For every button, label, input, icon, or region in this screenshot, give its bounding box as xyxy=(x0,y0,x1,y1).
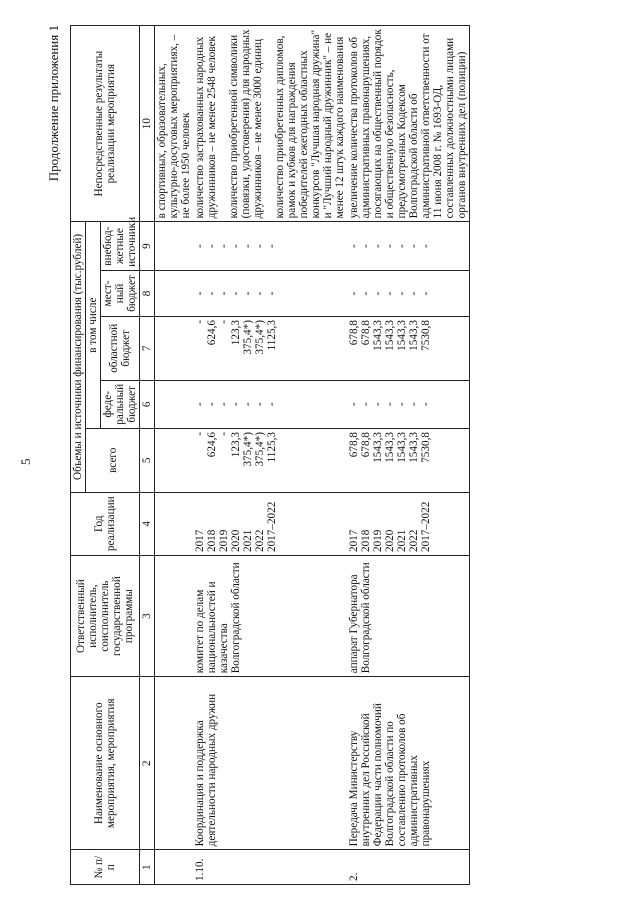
page-number: 5 xyxy=(18,458,33,465)
column-number-row xyxy=(140,26,155,885)
col-number: 3 xyxy=(140,556,155,677)
row-years: 2017 2018 2019 2020 2021 2022 2017–2022 xyxy=(193,492,347,555)
header-regional: областной бюджет xyxy=(101,317,140,380)
col-number: 7 xyxy=(140,317,155,380)
appendix-label: Продолжение приложения 1 xyxy=(46,25,61,182)
header-federal: феде-ральный бюджет xyxy=(101,380,140,428)
row-executor: аппарат Губернатора Волгоградской области xyxy=(347,556,470,677)
carryover-row xyxy=(155,26,194,885)
result-item: количество приобретенных дипломов, рамок и кубков для награждения победителей ежегодных областных конкурсов "Лучшая народная дружина" и "Лучший народный дружинник" – не менее 12 штук каждого наименования xyxy=(274,29,346,219)
program-table xyxy=(70,25,470,885)
row-results xyxy=(193,26,347,222)
row-executor: комитет по делам национальностей и казачества Волгоградской области xyxy=(193,556,347,677)
col-number: 10 xyxy=(140,26,155,222)
row-num: 1.10. xyxy=(193,850,347,885)
header-including: в том числе xyxy=(86,222,101,429)
row-total: - 624,6 - 123,3 375,4*) 375,4*) 1125,3 xyxy=(193,429,347,492)
header-results: Непосредственные результаты реализации мероприятия xyxy=(71,26,140,222)
col-number: 6 xyxy=(140,380,155,428)
result-item: увеличение количества протоколов об административных правонарушениях, посягающих на общественный порядок и общественную безопасность, предусмотренных Кодексом Волгоградской области об административной ответственности от 11 июня 2008 г. № 1693-ОД, составленных должностными лицами органов внутренних дел (полиции) xyxy=(348,29,468,219)
col-number: 1 xyxy=(140,850,155,885)
row-regional: 678,8 678,8 1543,3 1543,3 1543,3 1543,3 7530,8 xyxy=(347,317,470,380)
carryover-result: в спортивных, образовательных, культурно-досуговых мероприятиях, – не более 1950 человек xyxy=(155,26,194,222)
header-local: мест-ный бюджет xyxy=(101,270,140,316)
row-local: - - - - - - - xyxy=(347,270,470,316)
header-year: Год реализации xyxy=(71,492,140,555)
row-results xyxy=(347,26,470,222)
table-row xyxy=(193,26,347,885)
header-extra: внебюд-жетные источники xyxy=(101,222,140,271)
row-years: 2017 2018 2019 2020 2021 2022 2017–2022 xyxy=(347,492,470,555)
header-num: № п/п xyxy=(71,850,140,885)
col-number: 8 xyxy=(140,270,155,316)
result-item: количество застрахованных народных дружинников – не менее 2548 человек xyxy=(194,36,218,219)
row-federal: - - - - - - - xyxy=(193,380,347,428)
col-number: 5 xyxy=(140,429,155,492)
row-name: Передача Министерству внутренних дел Российской Федерации части полномочий Волгоградской области по составлению протоколов об административных правонарушениях xyxy=(347,677,470,850)
row-name: Координация и поддержка деятельности народных дружин xyxy=(193,677,347,850)
header-executor: Ответственный исполнитель, соисполнитель государственной программы xyxy=(71,556,140,677)
col-number: 2 xyxy=(140,677,155,850)
row-extra: - - - - - - - xyxy=(347,222,470,271)
header-volumes: Объемы и источники финансирования (тыс.рублей) xyxy=(71,222,86,492)
row-local: - - - - - - - xyxy=(193,270,347,316)
table-row xyxy=(347,26,470,885)
row-num: 2. xyxy=(347,850,470,885)
row-total: 678,8 678,8 1543,3 1543,3 1543,3 1543,3 7530,8 xyxy=(347,429,470,492)
row-regional: - 624,6 - 123,3 375,4*) 375,4*) 1125,3 xyxy=(193,317,347,380)
row-extra: - - - - - - - xyxy=(193,222,347,271)
header-name: Наименование основного мероприятия, мероприятия xyxy=(71,677,140,850)
col-number: 9 xyxy=(140,222,155,271)
result-item: количество приобретенной символики (повязки, удостоверения) для народных дружинников – не менее 3000 единиц xyxy=(228,29,264,219)
header-total: всего xyxy=(86,429,140,492)
col-number: 4 xyxy=(140,492,155,555)
row-federal: - - - - - - - xyxy=(347,380,470,428)
